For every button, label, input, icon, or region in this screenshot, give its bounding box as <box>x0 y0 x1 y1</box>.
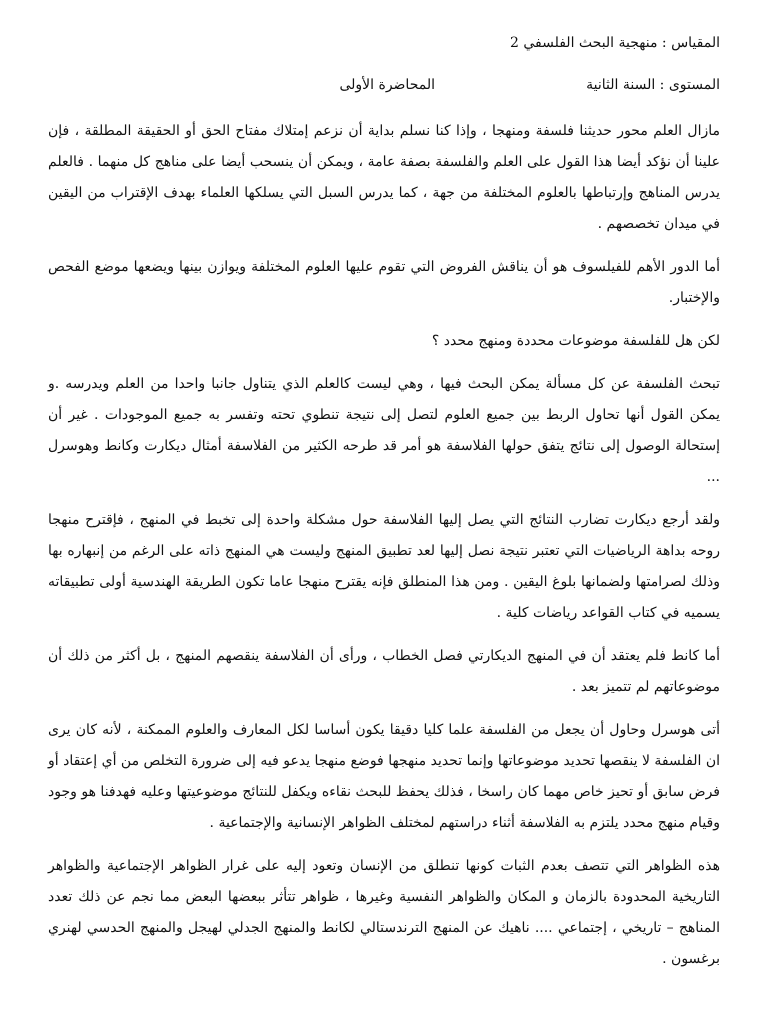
paragraph-1: مازال العلم محور حديثنا فلسفة ومنهجا ، وإذا كنا نسلم بداية أن نزعم إمتلاك مفتاح الحق أو الحقيقة المطلقة ، فإن علينا أن نؤكد أيضا هذا القول على العلم والفلسفة بصفة عامة ، ويمكن أن ينسحب أيضا على مناهج كل منهما . فالعلم يدرس المناهج وإرتباطها بالعلوم المختلفة من جهة ، كما يدرس السبل التي يسلكها العلماء بهدف الإقتراب من اليقين في ميدان تخصصهم . <box>48 123 720 232</box>
paragraph-3: لكن هل للفلسفة موضوعات محددة ومنهج محدد ؟ <box>431 333 720 349</box>
level-label: المستوى : السنة الثانية <box>586 77 720 93</box>
module-title: المقياس : منهجية البحث الفلسفي 2 <box>509 35 720 51</box>
paragraph-5: ولقد أرجع ديكارت تضارب النتائج التي يصل إليها الفلاسفة حول مشكلة واحدة إلى تخبط في المنهج ، فإقترح منهجا روحه بداهة الرياضيات التي تعتبر نتيجة نصل إليها لعد تطبيق المنهج وليست هي المنهج ذاته على الرغم من إنبهاره بها وذلك لصرامتها ولضمانها بلوغ اليقين . ومن هذا المنطلق فإنه يقترح منهجا عاما تكون الطريقة الهندسية أولى تطبيقاته يسميه في كتاب القواعد رياضات كلية . <box>48 512 720 621</box>
lecture-title: المحاضرة الأولى <box>339 77 435 93</box>
level-line <box>48 72 720 98</box>
paragraph-7: أتى هوسرل وحاول أن يجعل من الفلسفة علما كليا دقيقا يكون أساسا لكل المعارف والعلوم الممكنة ، لأنه كان يرى ان الفلسفة لا ينقصها تحديد موضوعاتها وإنما تحديد منهجها فوضع منهجا يدعو فيه إلى ضرورة التخلص من أي إعتقاد أو فرض سابق أو تحيز خاص مهما كان راسخا ، فذلك يحفظ للبحث نقاءه ويكفل للنتائج موضوعيتها وعليه فهدفنا هو وجود وقيام منهج محدد يلتزم به الفلاسفة أثناء دراستهم لمختلف الظواهر الإنسانية والإجتماعية . <box>48 722 720 831</box>
document-page <box>48 30 720 975</box>
paragraph-8: هذه الظواهر التي تتصف بعدم الثبات كونها تنطلق من الإنسان وتعود إليه على غرار الظواهر الإجتماعية والظواهر التاريخية المحدودة بالزمان و المكان والظواهر النفسية وغيرها ، ظواهر تتأثر ببعضها البعض مما نجم عن ذلك تعدد المناهج – تاريخي ، إجتماعي .... ناهيك عن المنهج الترندستالي لكانط والمنهج الجدلي لهيجل والمنهج الحدسي لهنري برغسون . <box>48 858 720 967</box>
paragraph-4: تبحث الفلسفة عن كل مسألة يمكن البحث فيها ، وهي ليست كالعلم الذي يتناول جانبا واحدا من العلم ويدرسه .و يمكن القول أنها تحاول الربط بين جميع العلوم لتصل إلى نتيجة تنطوي تحته وتفسر به جميع الموجودات . غير أن إستحالة الوصول إلى نتائج يتفق حولها الفلاسفة هو أمر قد طرحه الكثير من الفلاسفة أمثال ديكارت وكانط وهوسرل ... <box>48 376 721 485</box>
paragraph-2: أما الدور الأهم للفيلسوف هو أن يناقش الفروض التي تقوم عليها العلوم المختلفة ويوازن بينها ويضعها موضع الفحص والإختبار. <box>48 259 720 306</box>
paragraph-6: أما كانط فلم يعتقد أن في المنهج الديكارتي فصل الخطاب ، ورأى أن الفلاسفة ينقصهم المنهج ، بل أكثر من ذلك أن موضوعاتهم لم تتميز بعد . <box>48 648 720 695</box>
